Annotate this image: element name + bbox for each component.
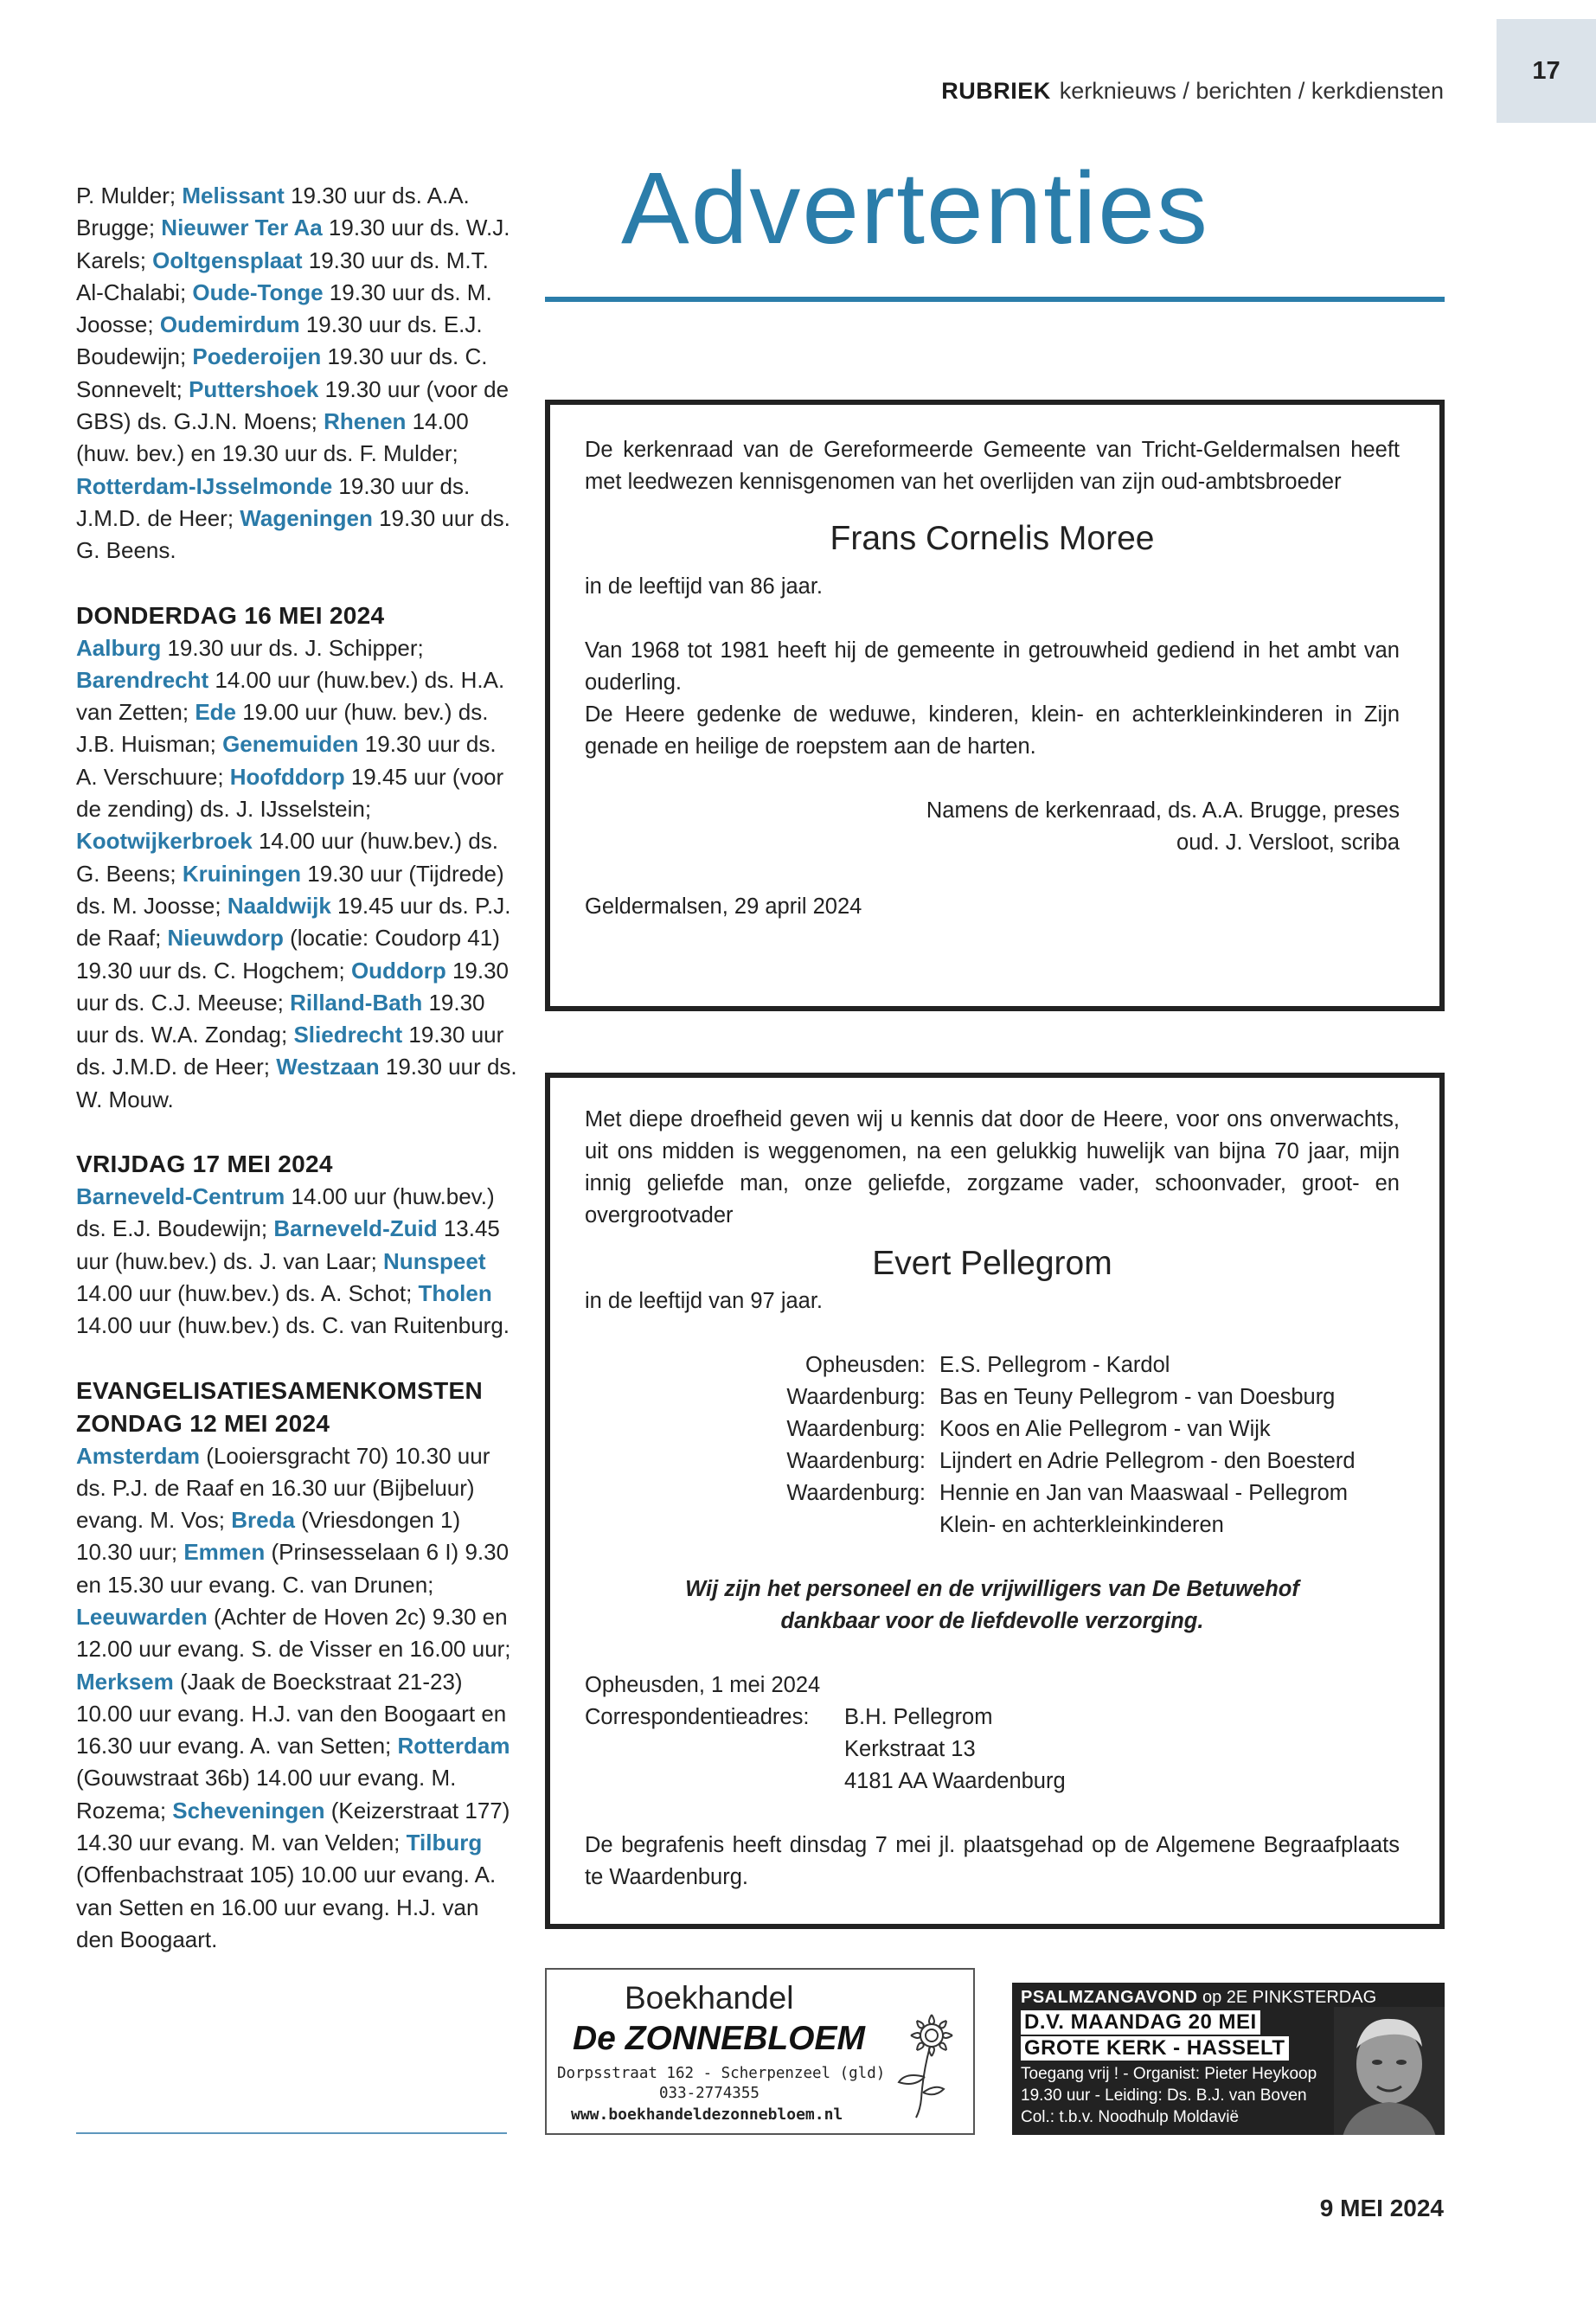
- notice-intro: De kerkenraad van de Gereformeerde Gemeente van Tricht-Geldermalsen heeft met leedwezen kennisgenomen van het overlijden van zijn oud-ambtsbroeder: [585, 438, 1400, 494]
- place-name: Sliedrecht: [293, 1022, 403, 1048]
- correspondence-label-spacer: [585, 1734, 844, 1766]
- place-name: Ede: [195, 699, 236, 726]
- service-details: 14.00 (huw. bev.) en 19.30 uur ds. F. Mulder;: [76, 408, 469, 467]
- deceased-name: Frans Cornelis Moree: [830, 520, 1155, 557]
- service-details: (Prinsesselaan 6 I) 9.30 en 15.30 uur evang. C. van Drunen;: [76, 1539, 510, 1598]
- place-name: Puttershoek: [189, 375, 319, 402]
- family-row: [585, 1509, 1400, 1541]
- place-name: Ooltgensplaat: [152, 247, 303, 273]
- psalm-evening-access: Toegang vrij ! - Organist: Pieter Heykoop: [1021, 2065, 1317, 2083]
- organist-portrait-icon: [1334, 2007, 1445, 2135]
- place-name: Hoofddorp: [229, 763, 345, 790]
- service-details: 19.30 uur ds. E.J. Boudewijn;: [76, 311, 483, 370]
- service-details: (Vriesdongen 1) 10.30 uur;: [76, 1507, 461, 1566]
- place-name: Rhenen: [324, 408, 407, 435]
- service-details: (Looiersgracht 70) 10.30 uur ds. P.J. de Raaf en 16.30 uur (Bijbeluur) evang. M. Vos;: [76, 1442, 490, 1534]
- correspondence-address: [585, 1702, 1400, 1798]
- place-name: Tilburg: [406, 1830, 483, 1856]
- service-details: (Achter de Hoven 2c) 9.30 en 12.00 uur evang. S. de Visser en 16.00 uur;: [76, 1603, 511, 1663]
- service-details: 19.30 uur ds. W.J. Karels;: [76, 215, 510, 273]
- family-members: Klein- en achterkleinkinderen: [939, 1513, 1224, 1537]
- service-details: 19.30 uur (voor de GBS) ds. G.J.N. Moens;: [76, 375, 510, 435]
- family-row: [585, 1349, 1400, 1381]
- service-details: 19.30 uur ds. M. Joosse;: [76, 279, 492, 338]
- place-name: Rotterdam: [397, 1733, 510, 1759]
- service-details: 19.45 uur ds. P.J. de Raaf;: [76, 892, 511, 952]
- place-name: Genemuiden: [222, 731, 359, 758]
- place-name: Kootwijkerbroek: [76, 828, 253, 855]
- place-name: Emmen: [183, 1539, 266, 1566]
- rubriek-text: kerknieuws / berichten / kerkdiensten: [1059, 78, 1444, 104]
- correspondence-line: B.H. Pellegrom: [844, 1705, 993, 1729]
- column-end-rule: [76, 2132, 507, 2134]
- family-row: [585, 1413, 1400, 1445]
- deceased-age: in de leeftijd van 97 jaar.: [585, 1289, 824, 1313]
- place-name: Breda: [231, 1507, 295, 1534]
- service-details: 13.45 uur (huw.bev.) ds. J. van Laar;: [76, 1215, 500, 1274]
- service-day-heading: VRIJDAG 17 MEI 2024: [76, 1150, 333, 1178]
- place-name: Oudemirdum: [159, 311, 300, 338]
- place-name: Barneveld-Centrum: [76, 1183, 285, 1210]
- place-name: Nieuwer Ter Aa: [161, 215, 323, 241]
- family-row: [585, 1381, 1400, 1413]
- rubriek-label: RUBRIEK: [941, 78, 1051, 104]
- service-details: 14.00 uur (huw.bev.) ds. E.J. Boudewijn;: [76, 1183, 495, 1242]
- service-details: (locatie: Coudorp 41) 19.30 uur ds. C. Hogchem;: [76, 925, 500, 984]
- service-details: 19.30 uur ds. W. Mouw.: [76, 1054, 517, 1112]
- correspondence-label-spacer: [585, 1766, 844, 1798]
- place-name: Barendrecht: [76, 666, 209, 693]
- service-details: (Offenbachstraat 105) 10.00 uur evang. A. van Setten en 16.00 uur evang. H.J. van den Boogaart.: [76, 1862, 497, 1952]
- service-details: 19.00 uur (huw. bev.) ds. J.B. Huisman;: [76, 699, 489, 758]
- thanks-line-2: dankbaar voor de liefdevolle verzorging.: [780, 1609, 1204, 1633]
- service-listing-paragraph: [76, 1181, 517, 1342]
- family-members: Lijndert en Adrie Pellegrom - den Boesterd: [939, 1449, 1356, 1473]
- service-day-heading: EVANGELISATIESAMENKOMSTEN ZONDAG 12 MEI 2024: [76, 1376, 484, 1437]
- service-listing-paragraph: [76, 1440, 517, 1957]
- correspondence-label: Correspondentieadres:: [585, 1705, 810, 1729]
- place-name: Leeuwarden: [76, 1603, 208, 1630]
- psalm-evening-time: 19.30 uur - Leiding: Ds. B.J. van Boven: [1021, 2086, 1307, 2105]
- service-details: 19.30 uur ds. C. Sonnevelt;: [76, 343, 488, 402]
- place-name: Rotterdam-IJsselmonde: [76, 472, 333, 499]
- bookshop-label: Boekhandel: [625, 1980, 794, 2016]
- correspondence-row: [585, 1702, 1400, 1734]
- notice-signature-preses: Namens de kerkenraad, ds. A.A. Brugge, preses: [926, 798, 1400, 823]
- place-name: Nieuwdorp: [167, 925, 284, 952]
- service-details: 19.30 uur ds. G. Beens.: [76, 504, 510, 564]
- obituary-notice-moree: [545, 400, 1445, 1011]
- service-details: 19.30 uur ds. W.A. Zondag;: [76, 989, 485, 1048]
- service-details: 19.30 uur ds. A. Verschuure;: [76, 731, 497, 790]
- notice-intro: Met diepe droefheid geven wij u kennis dat door de Heere, voor ons onverwachts, uit ons midden is weggenomen, na een gelukkig huwelijk van bijna 70 jaar, mijn innig geliefde man, onze geliefde, zorgzame vader, schoonvader, groot- en overgrootvader: [585, 1107, 1400, 1227]
- deceased-name: Evert Pellegrom: [872, 1245, 1112, 1282]
- service-details: 19.30 uur ds. C.J. Meeuse;: [76, 957, 510, 1016]
- place-name: Kruiningen: [182, 860, 302, 887]
- family-members: Bas en Teuny Pellegrom - van Doesburg: [939, 1385, 1336, 1409]
- correspondence-row: [585, 1734, 1400, 1766]
- services-intro-paragraph: [76, 180, 517, 567]
- family-location: Opheusden:: [805, 1353, 926, 1377]
- service-details: 14.00 uur (huw.bev.) ds. G. Beens;: [76, 828, 498, 887]
- family-location: [585, 1509, 939, 1541]
- bookshop-phone: 033-2774355: [659, 2085, 760, 2102]
- correspondence-line: 4181 AA Waardenburg: [844, 1769, 1066, 1793]
- family-members: Hennie en Jan van Maaswaal - Pellegrom: [939, 1481, 1348, 1505]
- place-name: Nunspeet: [383, 1247, 486, 1274]
- church-services-column: [76, 180, 517, 1956]
- family-location: Waardenburg:: [786, 1449, 926, 1473]
- place-name: Wageningen: [240, 504, 373, 531]
- place-name: Aalburg: [76, 634, 162, 661]
- service-details: (Keizerstraat 177) 14.30 uur evang. M. van Velden;: [76, 1797, 510, 1856]
- bookshop-address: Dorpsstraat 162 - Scherpenzeel (gld): [557, 2065, 886, 2082]
- page-title: Advertenties: [621, 151, 1209, 266]
- notice-body: Van 1968 tot 1981 heeft hij de gemeente in getrouwheid gediend in het ambt van ouderling.: [585, 638, 1400, 695]
- service-details: 19.30 uur (Tijdrede) ds. M. Joosse;: [76, 860, 504, 919]
- page-number: 17: [1497, 19, 1596, 123]
- service-details: 19.30 uur ds. J.M.D. de Heer;: [76, 472, 471, 531]
- section-header: [941, 78, 1444, 105]
- family-location: Waardenburg:: [786, 1417, 926, 1441]
- family-location: Waardenburg:: [786, 1481, 926, 1505]
- place-name: Naaldwijk: [227, 892, 331, 919]
- sunflower-icon: [887, 2003, 969, 2124]
- notice-signature-scriba: oud. J. Versloot, scriba: [1176, 830, 1400, 855]
- service-details: 14.00 uur (huw.bev.) ds. H.A. van Zetten;: [76, 666, 505, 726]
- family-row: [585, 1445, 1400, 1477]
- family-members: Koos en Alie Pellegrom - van Wijk: [939, 1417, 1271, 1441]
- deceased-age: in de leeftijd van 86 jaar.: [585, 574, 824, 599]
- place-name: Amsterdam: [76, 1442, 201, 1469]
- correspondence-row: [585, 1766, 1400, 1798]
- place-name: Westzaan: [276, 1054, 380, 1080]
- place-name: Merksem: [76, 1668, 174, 1695]
- thanks-line-1: Wij zijn het personeel en de vrijwilligers van De Betuwehof: [685, 1577, 1299, 1601]
- service-details: 19.30 uur ds. M.T. Al-Chalabi;: [76, 247, 489, 305]
- service-details: 19.45 uur (voor de zending) ds. J. IJsselstein;: [76, 763, 504, 823]
- notice-place-date: Geldermalsen, 29 april 2024: [585, 894, 862, 919]
- psalm-evening-advertisement: [1012, 1983, 1445, 2135]
- obituary-notice-pellegrom: [545, 1073, 1445, 1929]
- place-name: Ouddorp: [350, 957, 446, 984]
- service-details: 19.30 uur ds. A.A. Brugge;: [76, 183, 470, 241]
- family-location: Waardenburg:: [786, 1385, 926, 1409]
- family-row: [585, 1477, 1400, 1509]
- psalm-evening-venue: GROTE KERK - HASSELT: [1021, 2036, 1289, 2061]
- issue-date: 9 MEI 2024: [1319, 2195, 1444, 2221]
- service-listing-paragraph: [76, 632, 517, 1116]
- place-name: Oude-Tonge: [192, 279, 324, 305]
- psalm-evening-label: PSALMZANGAVOND op 2E PINKSTERDAG: [1021, 1988, 1377, 2007]
- notice-place-date: Opheusden, 1 mei 2024: [585, 1673, 821, 1697]
- place-name: Barneveld-Zuid: [273, 1215, 438, 1242]
- service-details: 14.00 uur (huw.bev.) ds. C. van Ruitenburg.: [76, 1312, 510, 1339]
- place-name: Scheveningen: [172, 1797, 325, 1823]
- place-name: Poederoijen: [192, 343, 322, 370]
- service-details: 19.30 uur ds. J. Schipper;: [161, 634, 424, 661]
- place-name: Rilland-Bath: [290, 989, 423, 1016]
- bookshop-advertisement: [545, 1968, 975, 2135]
- family-members: E.S. Pellegrom - Kardol: [939, 1353, 1170, 1377]
- service-details: 19.30 uur ds. J.M.D. de Heer;: [76, 1022, 504, 1080]
- place-name: Melissant: [182, 183, 285, 208]
- funeral-note: De begrafenis heeft dinsdag 7 mei jl. plaatsgehad op de Algemene Begraafplaats te Waardenburg.: [585, 1833, 1400, 1889]
- bookshop-website: www.boekhandeldezonnebloem.nl: [571, 2106, 843, 2124]
- psalm-evening-collection: Col.: t.b.v. Noodhulp Moldavië: [1021, 2108, 1240, 2126]
- family-list: [585, 1349, 1400, 1541]
- service-day-heading: DONDERDAG 16 MEI 2024: [76, 601, 385, 629]
- bookshop-name: De ZONNEBLOEM: [573, 2020, 866, 2057]
- service-details: (Jaak de Boeckstraat 21-23) 10.00 uur evang. H.J. van den Boogaart en 16.30 uur evang. A. van Setten;: [76, 1668, 507, 1759]
- service-details: 14.00 uur (huw.bev.) ds. A. Schot;: [76, 1279, 419, 1306]
- psalm-evening-date: D.V. MAANDAG 20 MEI: [1021, 2010, 1260, 2035]
- place-name: Tholen: [418, 1279, 492, 1306]
- service-details: (Gouwstraat 36b) 14.00 uur evang. M. Rozema;: [76, 1765, 457, 1823]
- service-details: P. Mulder;: [76, 183, 183, 208]
- correspondence-line: Kerkstraat 13: [844, 1737, 976, 1761]
- title-rule: [545, 297, 1445, 302]
- notice-blessing: De Heere gedenke de weduwe, kinderen, klein- en achterkleinkinderen in Zijn genade en heilige de roepstem aan de harten.: [585, 702, 1400, 759]
